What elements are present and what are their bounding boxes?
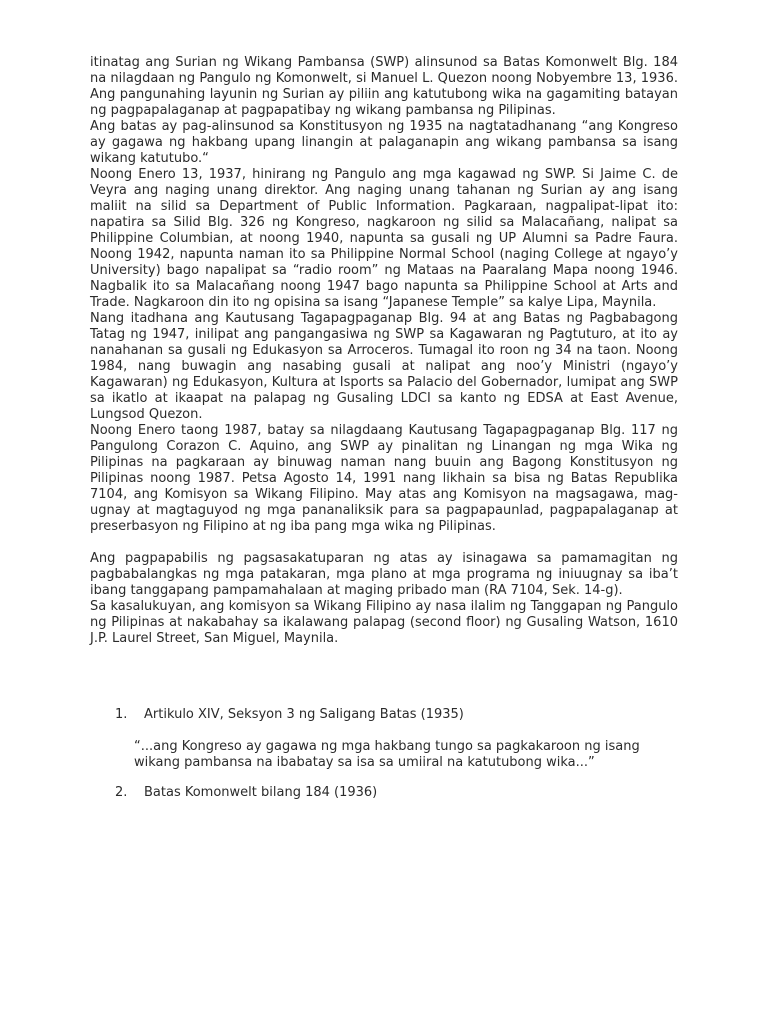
paragraph-implementation: Ang pagpapabilis ng pagsasakatuparan ng atas ay isinagawa sa pamamagitan ng pagbabalangkas ng mga patakaran, mga plano at mga programa ng iniuugnay sa iba’t ibang tanggapang pampamahalaan at maging pribado man (RA 7104, Sek. 14-g). [90,551,678,598]
reference-number: 1. [115,707,128,722]
paragraph-constitution: Ang batas ay pag-alinsunod sa Konstitusyon ng 1935 na nagtatadhanang “ang Kongreso ay gagawa ng hakbang upang linangin at palaganapin ang wikang pambansa sa isang wikang katutubo.“ [90,119,678,166]
paragraph-history-1937: Noong Enero 13, 1937, hinirang ng Pangulo ang mga kagawad ng SWP. Si Jaime C. de Veyra ang naging unang direktor. Ang naging unang tahanan ng Surian ay ang isang maliit na silid sa Department of Public Information. Pagkaraan, nagpalipat-lipat ito: napatira sa Silid Blg. 326 ng Kongreso, nagkaroon ng silid sa Malacañang, nalipat sa Philippine Columbian, at noong 1940, napunta sa gusali ng UP Alumni sa Padre Faura. Noong 1942, napunta naman ito sa Philippine Normal School (naging College at ngayo’y University) bago napalipat sa “radio room” ng Mataas na Paaralang Mapa noong 1946. Nagbalik ito sa Malacañang noong 1947 bago napunta sa Philippine School at Arts and Trade. Nagkaroon din ito ng opisina sa isang “Japanese Temple” sa kalye Lipa, Maynila. [90,167,678,310]
paragraph-founding: itinatag ang Surian ng Wikang Pambansa (SWP) alinsunod sa Batas Komonwelt Blg. 184 na nilagdaan ng Pangulo ng Komonwelt, si Manuel L. Quezon noong Nobyembre 13, 1936. Ang pangunahing layunin ng Surian ay piliin ang katutubong wika na gagamiting batayan ng pagpapalaganap at pagpapatibay ng wikang pambansa ng Pilipinas. [90,55,678,118]
reference-quote: “...ang Kongreso ay gagawa ng mga hakbang tungo sa pagkakaroon ng isang wikang pambansa na ibabatay sa isa sa umiiral na katutubong wika...” [134,739,640,770]
paragraph-history-1947: Nang itadhana ang Kautusang Tagapagpaganap Blg. 94 at ang Batas ng Pagbabagong Tatag ng 1947, inilipat ang pangangasiwa ng SWP sa Kagawaran ng Pagtuturo, at ito ay nanahanan sa gusali ng Edukasyon sa Arroceros. Tumagal ito roon ng 34 na taon. Noong 1984, nang buwagin ang nasabing gusali at nalipat ang noo’y Ministri (ngayo’y Kagawaran) ng Edukasyon, Kultura at Isports sa Palacio del Gobernador, lumipat ang SWP sa ikatlo at ikaapat na palapag ng Gusaling LDCI sa kanto ng EDSA at East Avenue, Lungsod Quezon. [90,311,678,422]
spacer [90,647,678,707]
reference-title: Batas Komonwelt bilang 184 (1936) [144,785,378,800]
spacer [90,535,678,551]
reference-number: 2. [115,785,128,800]
reference-item [90,707,678,771]
references-list [90,707,678,801]
reference-title: Artikulo XIV, Seksyon 3 ng Saligang Batas (1935) [144,707,464,722]
document-page [90,55,678,801]
paragraph-current-location: Sa kasalukuyan, ang komisyon sa Wikang Filipino ay nasa ilalim ng Tanggapan ng Pangulo ng Pilipinas at nakabahay sa ikalawang palapag (second floor) ng Gusaling Watson, 1610 J.P. Laurel Street, San Miguel, Maynila. [90,599,678,646]
reference-item [90,785,678,801]
paragraph-history-1987: Noong Enero taong 1987, batay sa nilagdaang Kautusang Tagapagpaganap Blg. 117 ng Pangulong Corazon C. Aquino, ang SWP ay pinalitan ng Linangan ng mga Wika ng Pilipinas na pagkaraan ay binuwag naman nang buuin ang Bagong Konstitusyon ng Pilipinas noong 1987. Petsa Agosto 14, 1991 nang likhain sa bisa ng Batas Republika 7104, ang Komisyon sa Wikang Filipino. May atas ang Komisyon na magsagawa, mag-ugnay at magtaguyod ng mga pananaliksik para sa pagpapaunlad, pagpapalaganap at preserbasyon ng Filipino at ng iba pang mga wika ng Pilipinas. [90,423,678,534]
